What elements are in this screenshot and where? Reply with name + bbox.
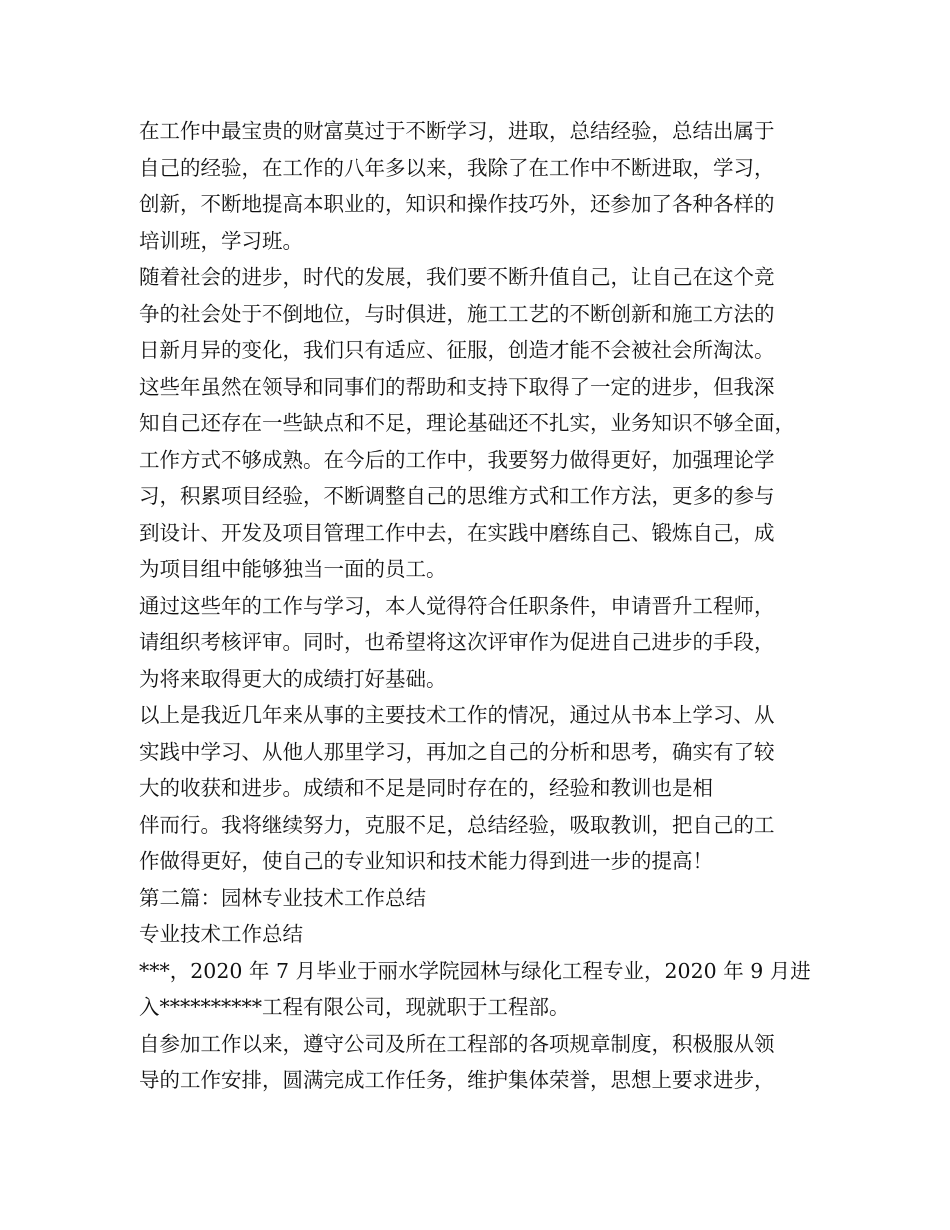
text-line: 自参加工作以来，遵守公司及所在工程部的各项规章制度，积极服从领	[139, 1031, 775, 1056]
text-line: ***，2020 年 7 月毕业于丽水学院园林与绿化工程专业，2020 年 9 月进	[139, 958, 811, 983]
text-line: 工作方式不够成熟。在今后的工作中，我要努力做得更好，加强理论学	[139, 447, 775, 472]
text-line: 导的工作安排，圆满完成工作任务，维护集体荣誉，思想上要求进步，	[139, 1068, 775, 1092]
text-line: 作做得更好，使自己的专业知识和技术能力得到进一步的提高！	[139, 849, 713, 873]
section-subheading: 专业技术工作总结	[139, 922, 303, 946]
text-line: 知自己还存在一些缺点和不足，理论基础还不扎实，业务知识不够全面，	[139, 411, 795, 435]
text-line: 到设计、开发及项目管理工作中去，在实践中磨练自己、锻炼自己，成	[139, 520, 775, 545]
text-line: 习，积累项目经验，不断调整自己的思维方式和工作方法，更多的参与	[139, 484, 775, 508]
document-body	[139, 113, 829, 1099]
text-line: 入**********工程有限公司，现就职于工程部。	[139, 995, 570, 1019]
text-line: 争的社会处于不倒地位，与时俱进，施工工艺的不断创新和施工方法的	[139, 301, 775, 326]
text-line: 培训班，学习班。	[139, 228, 303, 253]
text-line: 以上是我近几年来从事的主要技术工作的情况，通过从书本上学习、从	[139, 703, 775, 727]
text-line: 伴而行。我将继续努力，克服不足，总结经验，吸取教训，把自己的工	[139, 812, 775, 837]
text-line: 为项目组中能够独当一面的员工。	[139, 557, 447, 581]
section-heading: 第二篇：园林专业技术工作总结	[139, 885, 426, 910]
text-line: 日新月异的变化，我们只有适应、征服，创造才能不会被社会所淘汰。	[139, 338, 775, 362]
text-line: 这些年虽然在领导和同事们的帮助和支持下取得了一定的进步，但我深	[139, 374, 775, 399]
text-line: 请组织考核评审。同时，也希望将这次评审作为促进自己进步的手段，	[139, 630, 775, 654]
text-line: 通过这些年的工作与学习，本人觉得符合任职条件，申请晋升工程师，	[139, 593, 775, 618]
text-line: 大的收获和进步。成绩和不足是同时存在的，经验和教训也是相	[139, 776, 713, 800]
text-line: 自己的经验，在工作的八年多以来，我除了在工作中不断进取，学习，	[139, 155, 775, 180]
text-line: 在工作中最宝贵的财富莫过于不断学习，进取，总结经验，总结出属于	[139, 119, 775, 143]
text-line: 随着社会的进步，时代的发展，我们要不断升值自己，让自己在这个竞	[139, 265, 775, 289]
text-line: 实践中学习、从他人那里学习，再加之自己的分析和思考，确实有了较	[139, 739, 775, 764]
text-line: 创新，不断地提高本职业的，知识和操作技巧外，还参加了各种各样的	[139, 192, 775, 216]
text-line: 为将来取得更大的成绩打好基础。	[139, 666, 447, 691]
